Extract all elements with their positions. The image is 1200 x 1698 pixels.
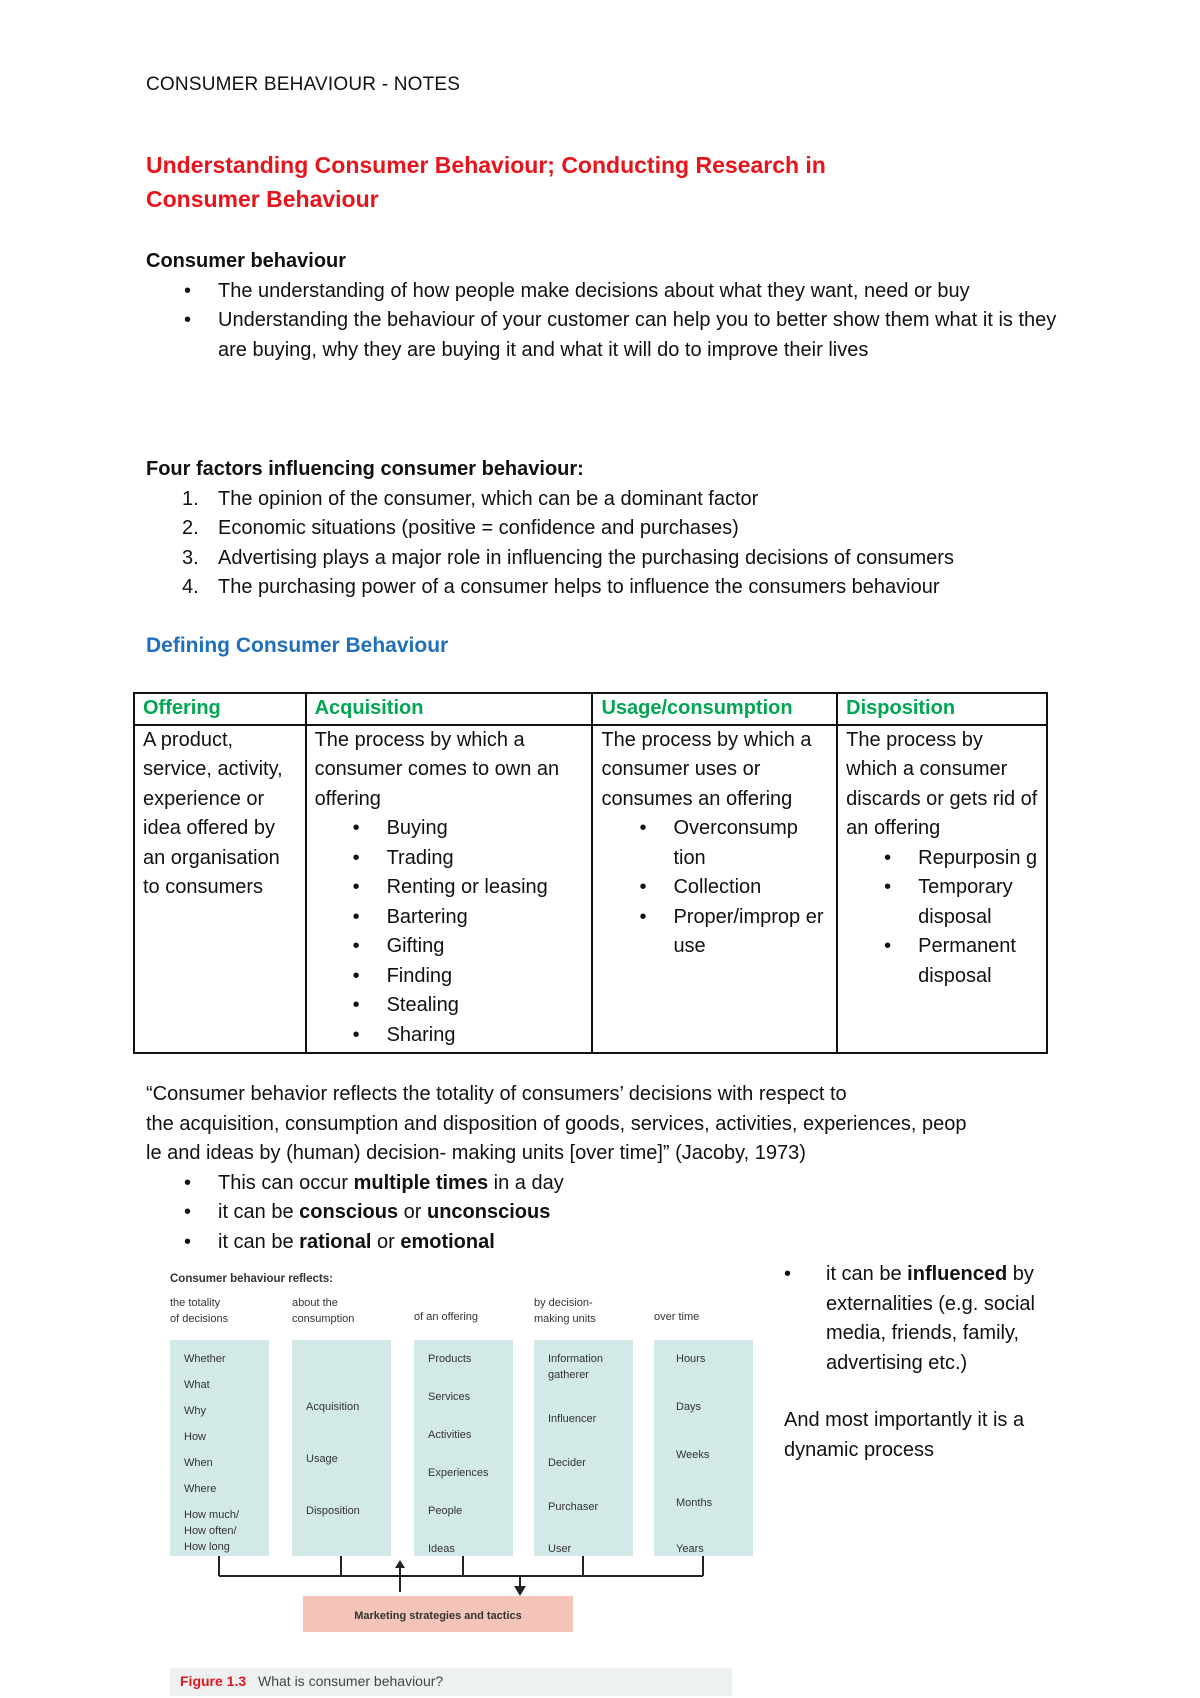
figure-caption (170, 1668, 732, 1696)
list-item: • it can be influenced by externalities (e.g. social media, friends, family, advertising etc.) (746, 1260, 1066, 1378)
figure-item: Purchaser (548, 1501, 599, 1513)
header-acquisition: Acquisition (306, 693, 593, 725)
section-consumer-behaviour (146, 247, 1076, 365)
figure-item: How much/ How often/ How long (184, 1509, 240, 1553)
section-four-factors (146, 455, 1076, 603)
figure-panel (170, 1340, 269, 1556)
bullet-list (146, 277, 1076, 366)
figure-col-header: about the consumption (292, 1297, 355, 1325)
header-disposition: Disposition (837, 693, 1047, 725)
list-item: • Trading (315, 844, 584, 874)
main-heading-line1: Understanding Consumer Behaviour; Conducting Research in (146, 152, 826, 178)
main-heading (146, 148, 906, 216)
figure-item: Usage (306, 1453, 338, 1465)
list-item: • Finding (315, 962, 584, 992)
figure-item: Days (676, 1401, 702, 1413)
quote-line: le and ideas by (human) decision- making units [over time]” (Jacoby, 1973) (146, 1142, 806, 1164)
figure-item: Services (428, 1391, 471, 1403)
consumer-behaviour-figure (168, 1270, 758, 1632)
figure-panel (292, 1340, 391, 1556)
figure-item: Influencer (548, 1413, 597, 1425)
definition-table (133, 692, 1048, 1054)
side-bullets (746, 1260, 1084, 1378)
list-item: 3. Advertising plays a major role in influencing the purchasing decisions of consumers (182, 546, 954, 569)
figure-item: People (428, 1505, 463, 1517)
list-item: 1. The opinion of the consumer, which can be a dominant factor (182, 487, 759, 510)
cell-disposition: The process by which a consumer discards or gets rid of an offering • Repurposin g • Temporary disposal • Permanent disposal (837, 725, 1047, 1054)
quote-line: “Consumer behavior reflects the totality of consumers’ decisions with respect to (146, 1083, 847, 1105)
numbered-list (146, 485, 1076, 603)
list-item: • This can occur multiple times in a day (146, 1169, 1066, 1199)
figure-col-header: over time (654, 1311, 700, 1323)
figure-col-header: by decision-making units (534, 1297, 596, 1325)
figure-item: Acquisition (306, 1401, 360, 1413)
list-item: • it can be conscious or unconscious (146, 1198, 1066, 1228)
disposition-list (846, 844, 1038, 992)
document-title: CONSUMER BEHAVIOUR - NOTES (146, 74, 461, 95)
list-item: • Proper/improp er use (601, 903, 828, 962)
header-offering: Offering (134, 693, 306, 725)
cell-usage: The process by which a consumer uses or consumes an offering • Overconsump tion • Collection • Proper/improp er use (592, 725, 837, 1054)
list-item: • The understanding of how people make decisions about what they want, need or buy (146, 277, 1038, 307)
figure-item: Ideas (428, 1543, 455, 1555)
cell-acquisition: The process by which a consumer comes to own an offering • Buying • Trading • Renting or leasing • Bartering • Gifting • Finding • Stealing • Sharing (306, 725, 593, 1054)
side-paragraph: And most importantly it is a dynamic process (784, 1409, 1025, 1461)
arrow-up-icon (395, 1560, 405, 1568)
figure-title: Consumer behaviour reflects: (170, 1273, 333, 1285)
figure-item: Months (676, 1497, 713, 1509)
table-row (134, 725, 1047, 1054)
list-item: • Overconsump tion (601, 814, 828, 873)
list-item: • Understanding the behaviour of your customer can help you to better show them what it is they are buying, why they are buying it and what it will do to improve their lives (146, 306, 1068, 365)
list-item: • Collection (601, 873, 828, 903)
section-heading: Consumer behaviour (146, 250, 347, 272)
figure-item: Years (676, 1543, 704, 1555)
list-item: 2. Economic situations (positive = confidence and purchases) (182, 517, 739, 539)
figure-item: How (184, 1431, 207, 1443)
figure-item: Where (184, 1483, 217, 1495)
list-item: • Temporary disposal (846, 873, 1038, 932)
list-item: • Gifting (315, 932, 584, 962)
list-item: • Bartering (315, 903, 584, 933)
figure-caption-label: Figure 1.3 (180, 1673, 247, 1689)
list-item: • Repurposin g (846, 844, 1038, 874)
figure-item: What (184, 1379, 210, 1391)
list-item: • Renting or leasing (315, 873, 584, 903)
defining-heading: Defining Consumer Behaviour (146, 634, 449, 657)
list-item: • it can be rational or emotional (146, 1228, 1066, 1258)
list-item: • Buying (315, 814, 584, 844)
header-usage: Usage/consumption (592, 693, 837, 725)
arrow-down-icon (514, 1586, 526, 1596)
figure-panel (654, 1340, 753, 1556)
quote-bullets (146, 1169, 1066, 1258)
figure-caption-text: What is consumer behaviour? (258, 1673, 444, 1689)
table-header-row (134, 693, 1047, 725)
figure-item: Whether (184, 1353, 226, 1365)
list-item: 4. The purchasing power of a consumer helps to influence the consumers behaviour (182, 576, 940, 598)
figure-item: User (548, 1543, 572, 1555)
list-item: • Stealing (315, 991, 584, 1021)
figure-item: Weeks (676, 1449, 710, 1461)
figure-item: Hours (676, 1353, 706, 1365)
figure-item: Disposition (306, 1505, 360, 1517)
figure-item: When (184, 1457, 213, 1469)
quote-line: the acquisition, consumption and disposition of goods, services, activities, experiences, peop (146, 1112, 967, 1135)
figure-bottom-label: Marketing strategies and tactics (354, 1610, 522, 1622)
main-heading-line2: Consumer Behaviour (146, 186, 379, 212)
figure-col-header: of an offering (414, 1311, 479, 1323)
usage-list (601, 814, 828, 962)
figure-item: Information gatherer (548, 1353, 604, 1381)
list-item: • Permanent disposal (846, 932, 1038, 991)
figure-item: Experiences (428, 1467, 489, 1479)
figure-item: Activities (428, 1429, 472, 1441)
side-notes (784, 1260, 1084, 1465)
figure-item: Products (428, 1353, 472, 1365)
list-item: • Sharing (315, 1021, 584, 1051)
section-heading: Four factors influencing consumer behaviour: (146, 458, 584, 480)
figure-col-header: the totality of decisions (170, 1297, 229, 1325)
figure-connectors (219, 1556, 703, 1592)
cell-offering: A product, service, activity, experience or idea offered by an organisation to consumers (134, 725, 306, 1054)
acquisition-list (315, 814, 584, 1050)
figure-item: Decider (548, 1457, 586, 1469)
figure-item: Why (184, 1405, 206, 1417)
figure-panel (414, 1340, 513, 1556)
jacoby-quote (146, 1080, 1066, 1257)
